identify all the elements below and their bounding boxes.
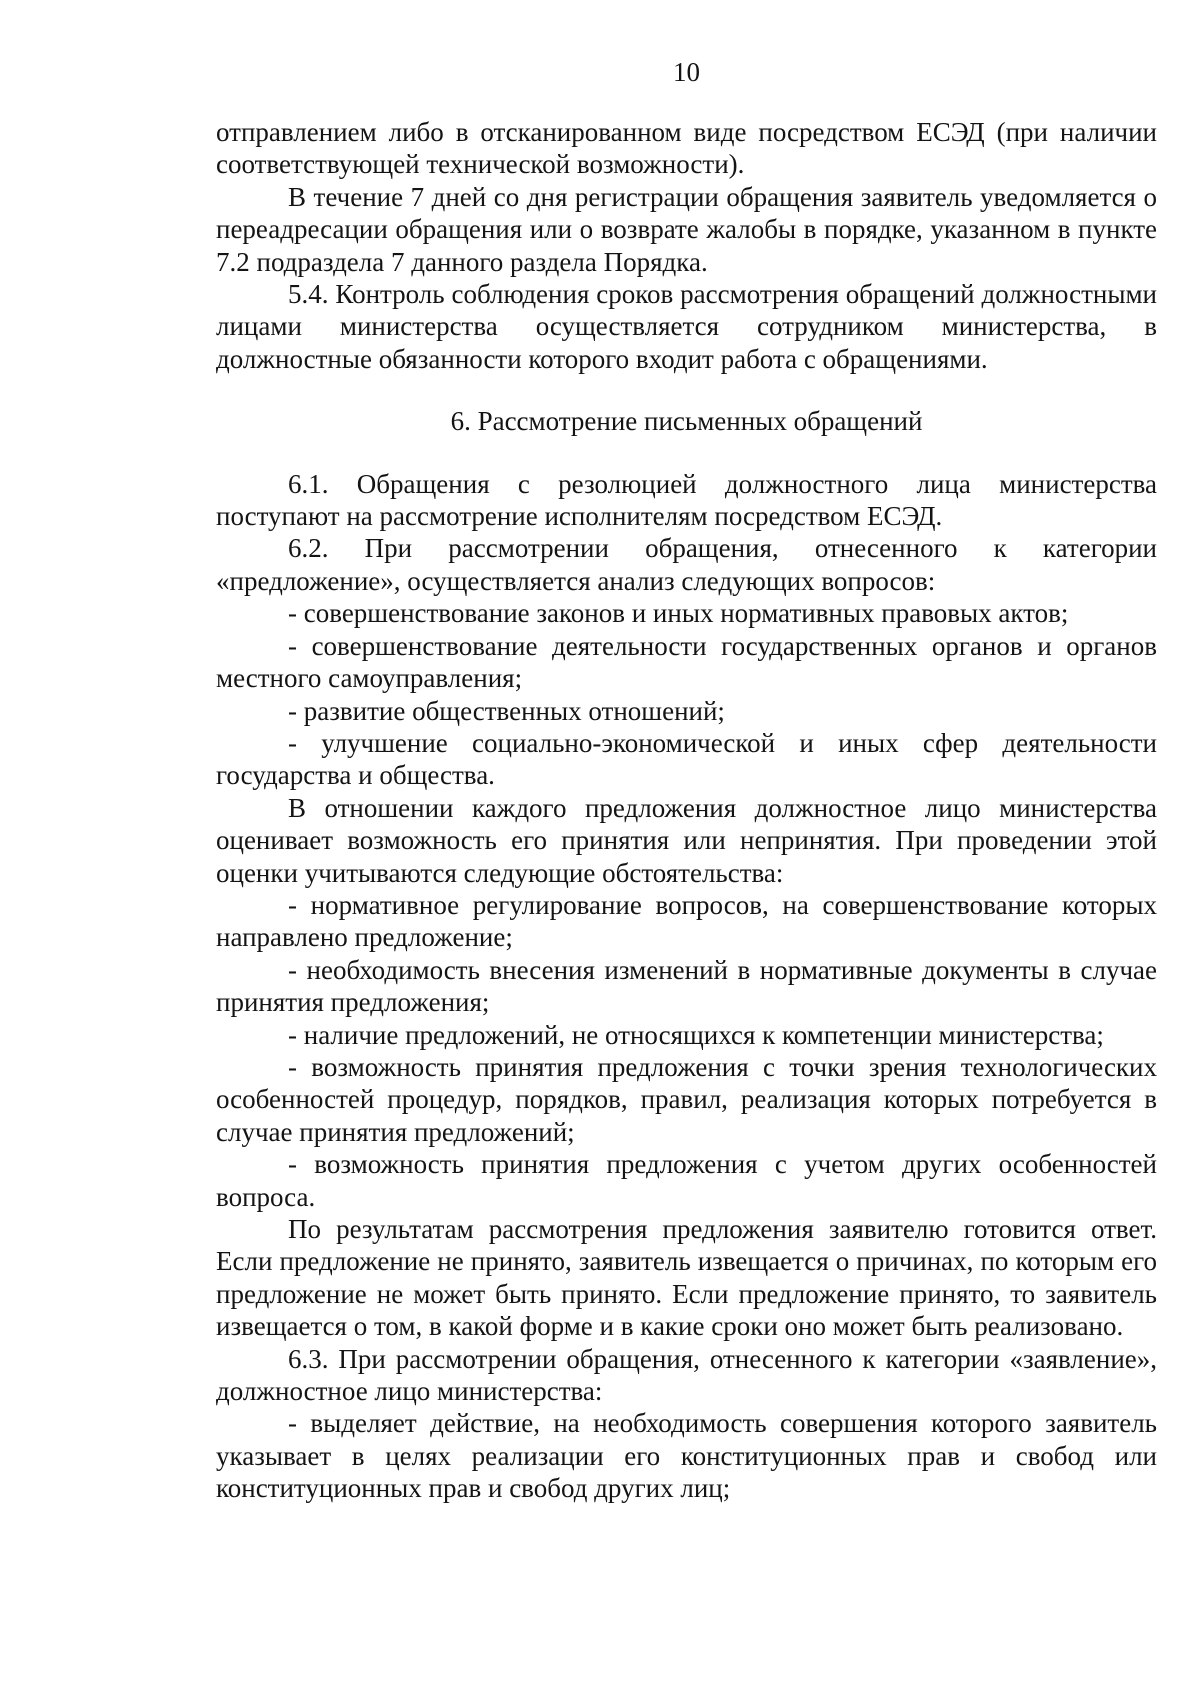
paragraph: 6.1. Обращения с резолюцией должностного лица министерства поступают на рассмотрение исполнителям посредством ЕСЭД. <box>216 468 1157 532</box>
list-item: - возможность принятия предложения с точки зрения технологических особенностей процедур, порядков, правил, реализация которых потребуется в случае принятия предложений; <box>216 1051 1157 1147</box>
list-item: - совершенствование законов и иных нормативных правовых актов; <box>288 598 1069 629</box>
paragraph: В течение 7 дней со дня регистрации обращения заявитель уведомляется о переадресации обращения или о возврате жалобы в порядке, указанном в пункте 7.2 подраздела 7 данного раздела Порядка. <box>216 181 1157 277</box>
paragraph: В отношении каждого предложения должностное лицо министерства оценивает возможность его принятия или непринятия. При проведении этой оценки учитываются следующие обстоятельства: <box>216 792 1157 888</box>
list-item: - нормативное регулирование вопросов, на совершенствование которых направлено предложение; <box>216 889 1157 953</box>
section-heading: 6. Рассмотрение письменных обращений <box>450 406 923 437</box>
page-number: 10 <box>673 57 700 87</box>
paragraph: 6.2. При рассмотрении обращения, отнесенного к категории «предложение», осуществляется анализ следующих вопросов: <box>216 533 1157 596</box>
paragraph: 5.4. Контроль соблюдения сроков рассмотрения обращений должностными лицами министерства осуществляется сотрудником министерства, в должностные обязанности которого входит работа с обращениями. <box>216 279 1157 374</box>
paragraph: По результатам рассмотрения предложения заявителю готовится ответ. Если предложение не принято, заявитель извещается о причинах, по которым его предложение не может быть принято. Если предложение принято, то заявитель извещается о том, в какой форме и в какие сроки оно может быть реализовано. <box>216 1214 1157 1342</box>
list-item: - совершенствование деятельности государственных органов и органов местного самоуправления; <box>216 630 1157 694</box>
list-item: - необходимость внесения изменений в нормативные документы в случае принятия предложения; <box>216 954 1157 1018</box>
list-item: - развитие общественных отношений; <box>288 695 725 726</box>
list-item: - улучшение социально-экономической и иных сфер деятельности государства и общества. <box>216 727 1157 791</box>
list-item: - наличие предложений, не относящихся к компетенции министерства; <box>288 1019 1104 1050</box>
paragraph: 6.3. При рассмотрении обращения, отнесенного к категории «заявление», должностное лицо министерства: <box>216 1343 1157 1407</box>
paragraph: отправлением либо в отсканированном виде посредством ЕСЭД (при наличии соответствующей технической возможности). <box>216 117 1157 180</box>
list-item: - возможность принятия предложения с учетом других особенностей вопроса. <box>216 1149 1157 1212</box>
list-item: - выделяет действие, на необходимость совершения которого заявитель указывает в целях реализации его конституционных прав и свобод или конституционных прав и свобод других лиц; <box>216 1408 1157 1504</box>
document-body <box>216 116 1157 1505</box>
